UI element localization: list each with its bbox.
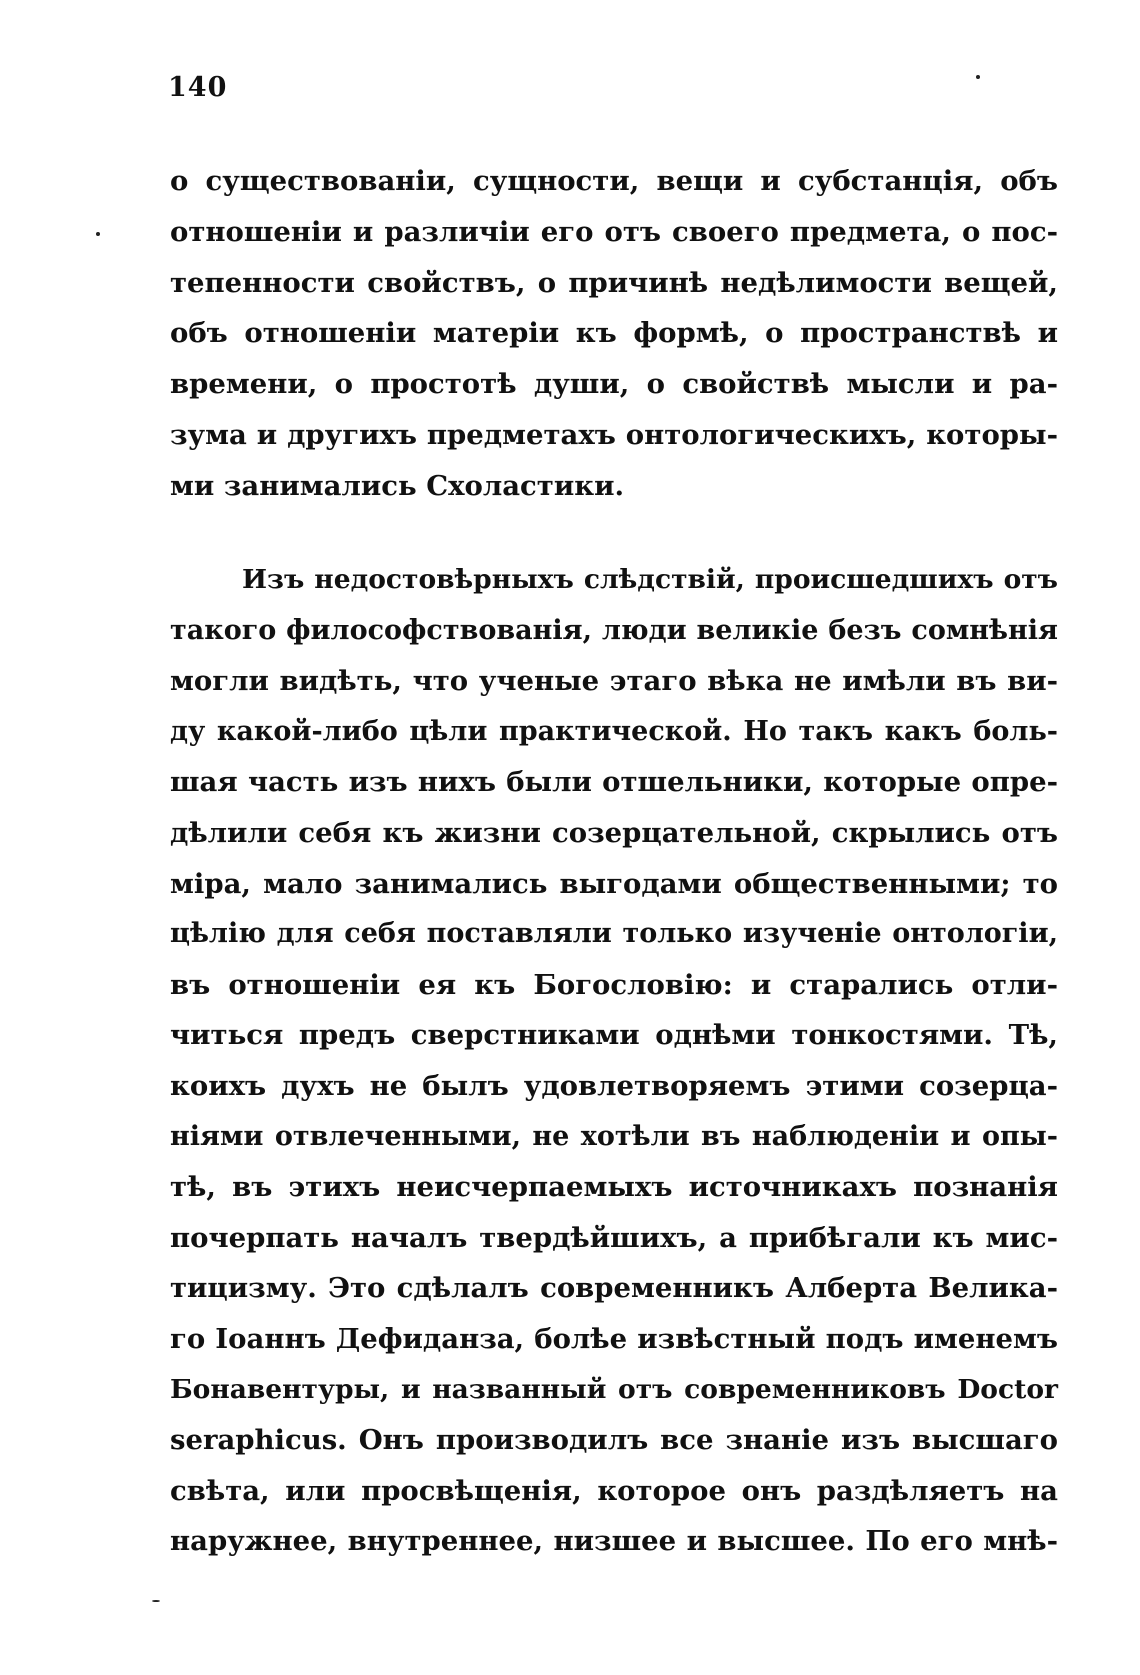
text-line: ніями отвлеченными, не хотѣли въ наблюденіи и опы- bbox=[170, 1120, 1058, 1152]
text-line: міра, мало занимались выгодами общественными; то bbox=[170, 867, 1058, 900]
text-line: свѣта, или просвѣщенія, которое онъ раздѣляетъ на bbox=[170, 1474, 1058, 1507]
text-line: въ отношеніи ея къ Богословію: и старались отли- bbox=[170, 968, 1058, 1001]
text-line: тицизму. Это сдѣлалъ современникъ Алберта Велика- bbox=[170, 1272, 1058, 1305]
text-line: зума и другихъ предметахъ онтологическихъ, которы- bbox=[170, 418, 1058, 451]
text-line: шая часть изъ нихъ были отшельники, которые опре- bbox=[170, 766, 1058, 799]
text-line: отношеніи и различіи его отъ своего предмета, о пос- bbox=[170, 215, 1058, 248]
page-number: 140 bbox=[168, 72, 228, 103]
text-line: тепенности свойствъ, о причинѣ недѣлимости вещей, bbox=[170, 266, 1058, 299]
text-line: коихъ духъ не былъ удовлетворяемъ этими созерца- bbox=[170, 1069, 1058, 1102]
text-line: Изъ недостовѣрныхъ слѣдствій, происшедшихъ отъ bbox=[242, 564, 1058, 595]
paragraph-2 bbox=[170, 562, 1058, 1574]
text-line: читься предъ сверстниками однѣми тонкостями. Тѣ, bbox=[170, 1019, 1058, 1052]
text-line: времени, о простотѣ души, о свойствѣ мысли и ра- bbox=[170, 368, 1058, 401]
text-line: ду какой-либо цѣли практической. Но такъ какъ боль- bbox=[170, 715, 1058, 747]
text-line: наружнее, внутреннее, низшее и высшее. По его мнѣ- bbox=[170, 1525, 1058, 1558]
print-speck bbox=[976, 75, 980, 79]
text-line: seraphicus. Онъ производилъ все знаніе изъ высшаго bbox=[170, 1424, 1058, 1457]
text-line: тѣ, въ этихъ неисчерпаемыхъ источникахъ познанія bbox=[170, 1171, 1058, 1204]
paragraph-1 bbox=[170, 163, 1058, 519]
text-line: ми занимались Схоластики. bbox=[170, 469, 625, 502]
text-line: объ отношеніи матеріи къ формѣ, о пространствѣ и bbox=[170, 317, 1058, 350]
text-line: дѣлили себя къ жизни созерцательной, скрылись отъ bbox=[170, 816, 1058, 849]
text-line: могли видѣть, что ученые этаго вѣка не имѣли въ ви- bbox=[170, 665, 1058, 698]
text-line: почерпать началъ твердѣйшихъ, а прибѣгали къ мис- bbox=[170, 1221, 1058, 1254]
text-line: такого философствованія, люди великіе безъ сомнѣнія bbox=[170, 614, 1058, 646]
text-line: Бонавентуры, и названный отъ современниковъ Doctor bbox=[170, 1373, 1058, 1405]
text-line: о существованіи, сущности, вещи и субстанція, объ bbox=[170, 165, 1058, 197]
text-line: цѣлію для себя поставляли только изученіе онтологіи, bbox=[170, 918, 1058, 950]
text-line: го Іоаннъ Дефиданза, болѣе извѣстный подъ именемъ bbox=[170, 1322, 1058, 1355]
print-speck bbox=[96, 232, 100, 236]
print-speck bbox=[152, 1600, 160, 1602]
